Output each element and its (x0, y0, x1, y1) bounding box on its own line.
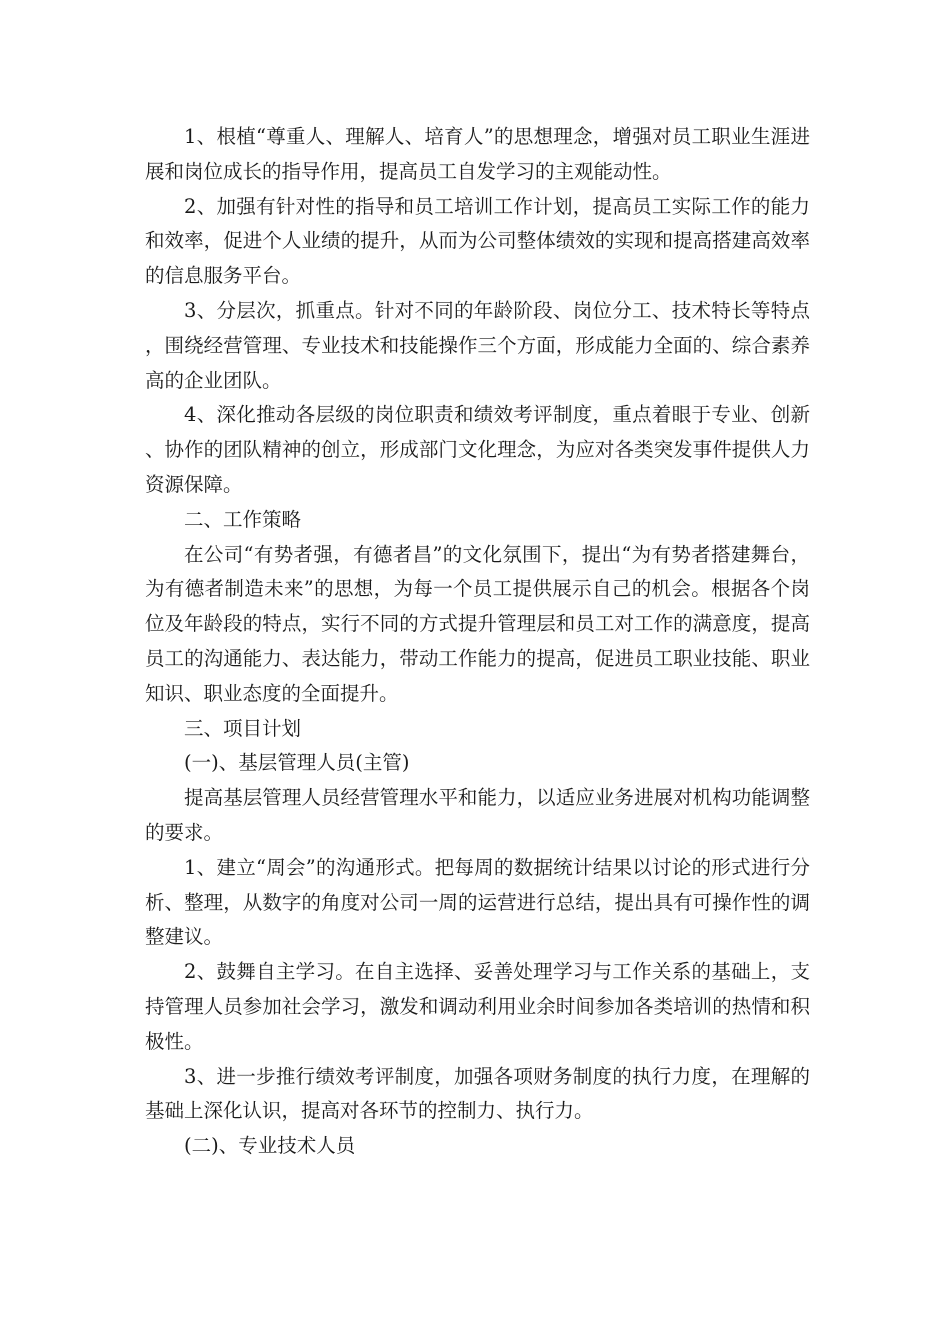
paragraph-goal-4: 4、深化推动各层级的岗位职责和绩效考评制度，重点着眼于专业、创新、协作的团队精神的创立，形成部门文化理念，为应对各类突发事件提供人力资源保障。 (145, 403, 810, 496)
paragraph-goal-1: 1、根植“尊重人、理解人、培育人”的思想理念，增强对员工职业生涯进展和岗位成长的指导作用，提高员工自发学习的主观能动性。 (145, 125, 810, 183)
paragraph-managers-intro: 提高基层管理人员经营管理水平和能力，以适应业务进展对机构功能调整的要求。 (145, 786, 810, 844)
document-body (145, 120, 810, 1164)
paragraph-goal-2: 2、加强有针对性的指导和员工培训工作计划，提高员工实际工作的能力和效率，促进个人业绩的提升，从而为公司整体绩效的实现和提高搭建高效率的信息服务平台。 (145, 194, 810, 288)
paragraph-managers-1: 1、建立“周会”的沟通形式。把每周的数据统计结果以讨论的形式进行分析、整理，从数字的角度对公司一周的运营进行总结，提出具有可操作性的调整建议。 (145, 855, 810, 949)
paragraph-goal-3: 3、分层次，抓重点。针对不同的年龄阶段、岗位分工、技术特长等特点，围绕经营管理、专业技术和技能操作三个方面，形成能力全面的、综合素养高的企业团队。 (145, 298, 810, 392)
paragraph-managers-2: 2、鼓舞自主学习。在自主选择、妥善处理学习与工作关系的基础上，支持管理人员参加社会学习，激发和调动利用业余时间参加各类培训的热情和积极性。 (145, 960, 810, 1053)
subsection-heading-grassroots-managers: (一)、基层管理人员(主管) (184, 751, 410, 775)
paragraph-managers-3: 3、进一步推行绩效考评制度，加强各项财务制度的执行力度，在理解的基础上深化认识，提高对各环节的控制力、执行力。 (145, 1064, 810, 1123)
subsection-heading-technical-staff: (二)、专业技术人员 (184, 1134, 356, 1158)
section-heading-project-plan: 三、项目计划 (184, 716, 302, 740)
paragraph-strategy: 在公司“有势者强，有德者昌”的文化氛围下，提出“为有势者搭建舞台，为有德者制造未来”的思想，为每一个员工提供展示自己的机会。根据各个岗位及年龄段的特点，实行不同的方式提升管理层和员工对工作的满意度，提高员工的沟通能力、表达能力，带动工作能力的提高，促进员工职业技能、职业知识、职业态度的全面提升。 (145, 542, 810, 705)
section-heading-work-strategy: 二、工作策略 (184, 507, 302, 531)
